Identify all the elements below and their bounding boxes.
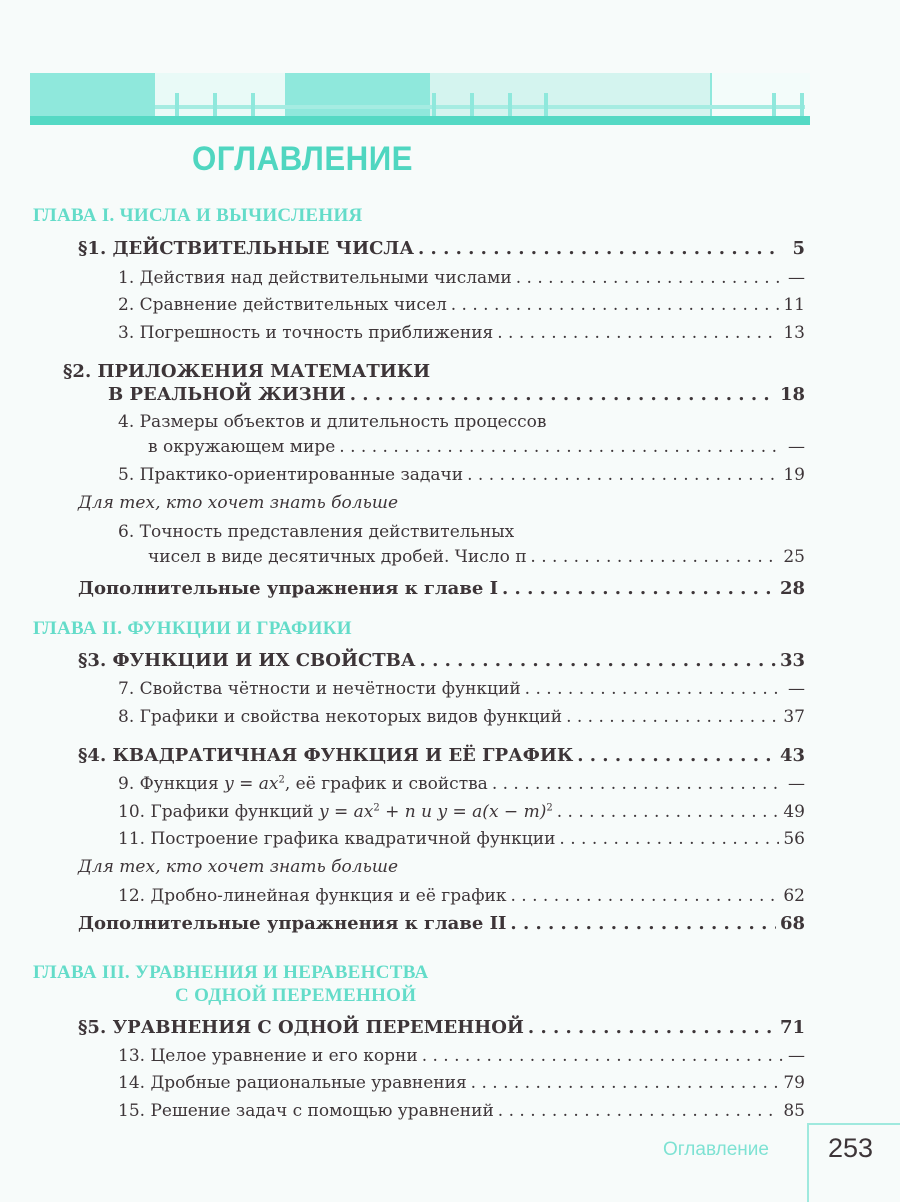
- toc-item[interactable]: 12. Дробно-линейная функция и её график . . . 62: [118, 886, 805, 906]
- toc-item[interactable]: 15. Решение задач с помощью уравнений . . . 85: [118, 1101, 805, 1121]
- toc-item[interactable]: 8. Графики и свойства некоторых видов функций . . . 37: [118, 707, 805, 727]
- decorative-header-band: [30, 73, 810, 125]
- chapter-heading: ГЛАВА I. ЧИСЛА И ВЫЧИСЛЕНИЯ: [33, 205, 363, 226]
- page-title: ОГЛАВЛЕНИЕ: [192, 140, 413, 178]
- toc-item[interactable]: 5. Практико-ориентированные задачи . . . 19: [118, 465, 805, 485]
- page-number: 5: [792, 238, 805, 259]
- toc-item-line1[interactable]: 6. Точность представления действительных: [118, 522, 515, 542]
- chapter-heading: ГЛАВА III. УРАВНЕНИЯ И НЕРАВЕНСТВА: [33, 962, 429, 983]
- extra-heading: Для тех, кто хочет знать больше: [78, 857, 399, 877]
- toc-item[interactable]: чисел в виде десятичных дробей. Число π . . . 25: [148, 547, 805, 567]
- toc-item[interactable]: в окружающем мире . . . —: [148, 437, 805, 457]
- toc-item[interactable]: 14. Дробные рациональные уравнения . . . 79: [118, 1073, 805, 1093]
- chapter-heading-line2: С ОДНОЙ ПЕРЕМЕННОЙ: [175, 985, 417, 1006]
- page-number: 253: [828, 1133, 874, 1163]
- toc-section-line1[interactable]: §2. ПРИЛОЖЕНИЯ МАТЕМАТИКИ: [63, 361, 431, 382]
- running-footer-label: Оглавление: [663, 1139, 769, 1160]
- toc-item[interactable]: 9. Функция $y = ax^2$, её график и свойства . . . —: [118, 774, 805, 794]
- toc-item[interactable]: 7. Свойства чётности и нечётности функций . . . —: [118, 679, 805, 699]
- toc-exercises[interactable]: Дополнительные упражнения к главе I . . . 28: [78, 578, 805, 599]
- toc-item[interactable]: 13. Целое уравнение и его корни . . . —: [118, 1046, 805, 1066]
- toc-item[interactable]: 1. Действия над действительными числами . . . —: [118, 268, 805, 288]
- toc-section[interactable]: В РЕАЛЬНОЙ ЖИЗНИ . . . 18: [108, 384, 805, 405]
- toc-section[interactable]: §5. УРАВНЕНИЯ С ОДНОЙ ПЕРЕМЕННОЙ . . . 71: [78, 1017, 805, 1038]
- toc-section[interactable]: §1. ДЕЙСТВИТЕЛЬНЫЕ ЧИСЛА . . . 5: [78, 238, 805, 259]
- extra-heading: Для тех, кто хочет знать больше: [78, 493, 399, 513]
- toc-item[interactable]: 2. Сравнение действительных чисел . . . 11: [118, 295, 805, 315]
- chapter-heading: ГЛАВА II. ФУНКЦИИ И ГРАФИКИ: [33, 618, 352, 639]
- toc-section[interactable]: §3. ФУНКЦИИ И ИХ СВОЙСТВА . . . 33: [78, 650, 805, 671]
- toc-item[interactable]: 11. Построение графика квадратичной функции . . . 56: [118, 829, 805, 849]
- toc-section[interactable]: §4. КВАДРАТИЧНАЯ ФУНКЦИЯ И ЕЁ ГРАФИК . . . 43: [78, 745, 805, 766]
- toc-exercises[interactable]: Дополнительные упражнения к главе II . . . 68: [78, 913, 805, 934]
- toc-item-line1[interactable]: 4. Размеры объектов и длительность процессов: [118, 412, 547, 432]
- toc-item[interactable]: 10. Графики функций $y = ax^2 + n$ и $y = a(x - m)^2$ . . . 49: [118, 802, 805, 822]
- toc-item[interactable]: 3. Погрешность и точность приближения . . . 13: [118, 323, 805, 343]
